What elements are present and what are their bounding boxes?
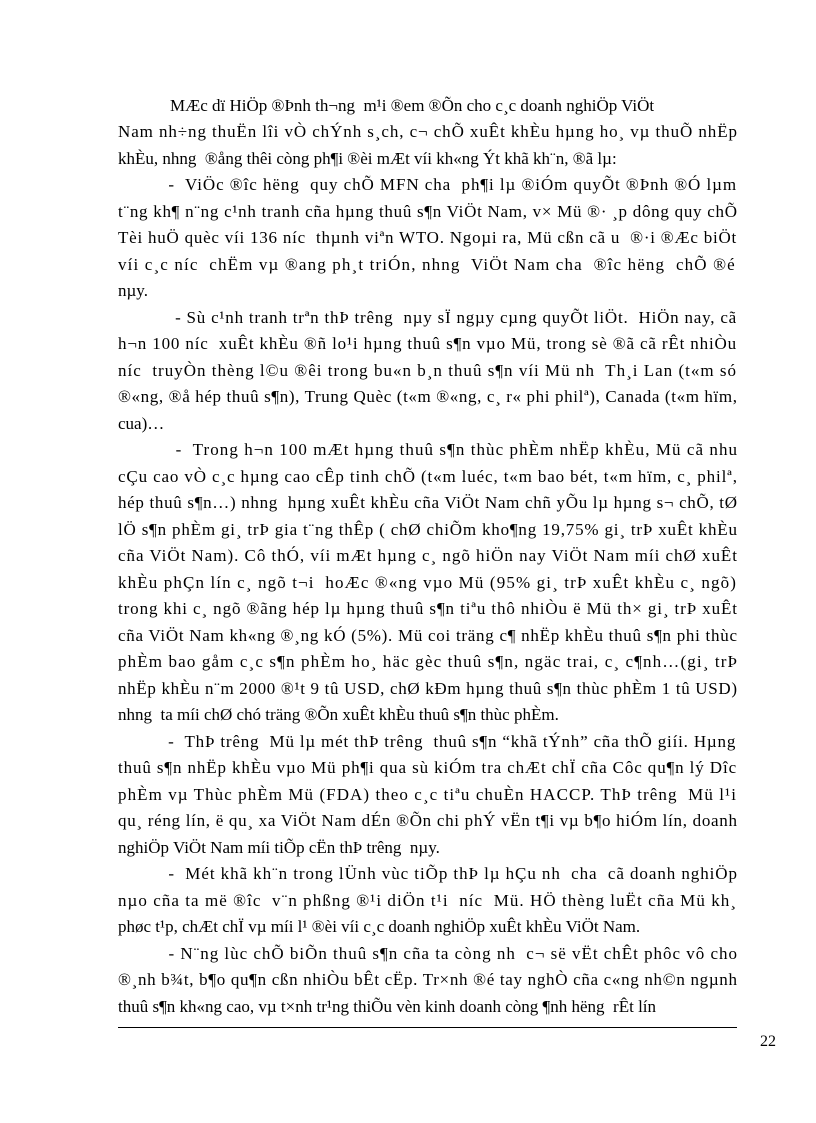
body-text-line: hép thuû s¶n…) nhng hµng xuÊt khÈu cña ViÖt Nam chñ yÕu lµ hµng s¬ chÕ, tØ xyxy=(118,493,738,512)
body-text-line: qu¸ réng lín, ë qu¸ xa ViÖt Nam dÉn ®Õn chi phÝ vËn t¶i vµ b¶o hiÓm lín, doanh xyxy=(118,811,738,830)
body-text-line: nhËp khÈu n¨m 2000 ®¹t 9 tû USD, chØ kÐm hµng thuû s¶n thùc phÈm 1 tû USD) xyxy=(118,679,738,698)
body-text-line: - ThÞ trêng Mü lµ mét thÞ trêng thuû s¶n “khã tÝnh” cña thÕ giíi. Hµng xyxy=(158,732,737,751)
body-text-line: - Sù c¹nh tranh trªn thÞ trêng nµy sÏ ngµy cµng quyÕt liÖt. HiÖn nay, cã xyxy=(165,308,737,327)
body-text-line: trong khi c¸ ngõ ®ãng hép lµ hµng thuû s¶n tiªu thô nhiÒu ë Mü th× gi¸ trÞ xuÊt xyxy=(118,599,738,618)
body-text-line: cña ViÖt Nam kh«ng ®¸ng kÓ (5%). Mü coi träng c¶ nhËp khÈu thuû s¶n phi thùc xyxy=(118,626,738,645)
page-number: 22 xyxy=(760,1033,776,1050)
body-text-line: nhng ta míi chØ chó träng ®Õn xuÊt khÈu thuû s¶n thùc phÈm. xyxy=(118,705,559,724)
body-text-line: nµy. xyxy=(118,281,148,300)
body-text-line: Nam nh÷ng thuËn lîi vÒ chÝnh s¸ch, c¬ chÕ xuÊt khÈu hµng ho¸ vµ thuÕ nhËp xyxy=(118,122,738,141)
body-text-line: víi c¸c níc chËm vµ ®ang ph¸t triÓn, nhng ViÖt Nam cha ®îc hëng chÕ ®é xyxy=(118,255,736,274)
body-text-line: - ViÖc ®îc hëng quy chÕ MFN cha ph¶i lµ ®iÓm quyÕt ®Þnh ®Ó lµm xyxy=(158,175,737,194)
body-text-line: h¬n 100 níc xuÊt khÈu ®ñ lo¹i hµng thuû s¶n vµo Mü, trong sè ®ã cã rÊt nhiÒu xyxy=(118,334,737,353)
body-text-line: Tèi huÖ quèc víi 136 níc thµnh viªn WTO. Ngoµi ra, Mü cßn cã u ®·i ®Æc biÖt xyxy=(118,228,737,247)
body-text-line: níc truyÒn thèng l©u ®êi trong bu«n b¸n thuû s¶n víi Mü nh Th¸i Lan (t«m só xyxy=(118,361,737,380)
body-text-line: cña ViÖt Nam). Cô thÓ, víi mÆt hµng c¸ ngõ hiÖn nay ViÖt Nam míi chØ xuÊt xyxy=(118,546,738,565)
body-text-line: phÈm vµ Thùc phÈm Mü (FDA) theo c¸c tiªu chuÈn HACCP. ThÞ trêng Mü l¹i xyxy=(118,785,737,804)
body-text-line: ®«ng, ®å hép thuû s¶n), Trung Quèc (t«m ®«ng, c¸ r« phi philª), Canada (t«m hïm, xyxy=(118,387,738,406)
body-text-line: nghiÖp ViÖt Nam míi tiÕp cËn thÞ trêng nµy. xyxy=(118,838,440,857)
body-text-line: - N¨ng lùc chÕ biÕn thuû s¶n cña ta còng nh c¬ së vËt chÊt phôc vô cho xyxy=(158,944,738,963)
footer-rule xyxy=(118,1027,737,1028)
body-text-line: thuû s¶n nhËp khÈu vµo Mü ph¶i qua sù kiÓm tra chÆt chÏ cña Côc qu¶n lý Dîc xyxy=(118,758,737,777)
body-text-line: thuû s¶n kh«ng cao, vµ t×nh tr¹ng thiÕu vèn kinh doanh còng ¶nh hëng rÊt lín xyxy=(118,997,657,1016)
body-text-line: phøc t¹p, chÆt chÏ vµ míi l¹ ®èi víi c¸c doanh nghiÖp xuÊt khÈu ViÖt Nam. xyxy=(118,917,641,936)
body-text-line: khÈu, nhng ®ång thêi còng ph¶i ®èi mÆt víi kh«ng Ýt khã kh¨n, ®ã lµ: xyxy=(118,149,617,168)
body-text-line: cÇu cao vÒ c¸c hµng cao cÊp tinh chÕ (t«m luéc, t«m bao bét, t«m hïm, c¸ philª, xyxy=(118,467,738,486)
body-text-line: MÆc dï HiÖp ®Þnh th¬ng m¹i ®em ®Õn cho c¸c doanh nghiÖp ViÖt xyxy=(170,96,655,115)
body-text-line: cua)… xyxy=(118,414,165,433)
body-text-line: - Mét khã kh¨n trong lÜnh vùc tiÕp thÞ lµ hÇu nh cha cã doanh nghiÖp xyxy=(158,864,738,883)
body-text-line: nµo cña ta më ®îc v¨n phßng ®¹i diÖn t¹i níc Mü. HÖ thèng luËt cña Mü kh¸ xyxy=(118,891,737,910)
body-text-line: phÈm bao gåm c¸c s¶n phÈm ho¸ häc gèc thuû s¶n, ngäc trai, c¸ c¶nh…(gi¸ trÞ xyxy=(118,652,739,671)
body-text-line: khÈu phÇn lín c¸ ngõ t¬i hoÆc ®«ng vµo Mü (95% gi¸ trÞ xuÊt khÈu c¸ ngõ) xyxy=(118,573,737,592)
body-text-line: lÖ s¶n phÈm gi¸ trÞ gia t¨ng thÊp ( chØ chiÕm kho¶ng 19,75% gi¸ trÞ xuÊt khÈu xyxy=(118,520,738,539)
body-text-line: - Trong h¬n 100 mÆt hµng thuû s¶n thùc phÈm nhËp khÈu, Mü cã nhu xyxy=(165,440,739,459)
body-text-line: t¨ng kh¶ n¨ng c¹nh tranh cña hµng thuû s¶n ViÖt Nam, v× Mü ®· ¸p dông quy chÕ xyxy=(118,202,738,221)
body-text-line: ®¸nh b¾t, b¶o qu¶n cßn nhiÒu bÊt cËp. Tr×nh ®é tay nghÒ cña c«ng nh©n ngµnh xyxy=(118,970,738,989)
